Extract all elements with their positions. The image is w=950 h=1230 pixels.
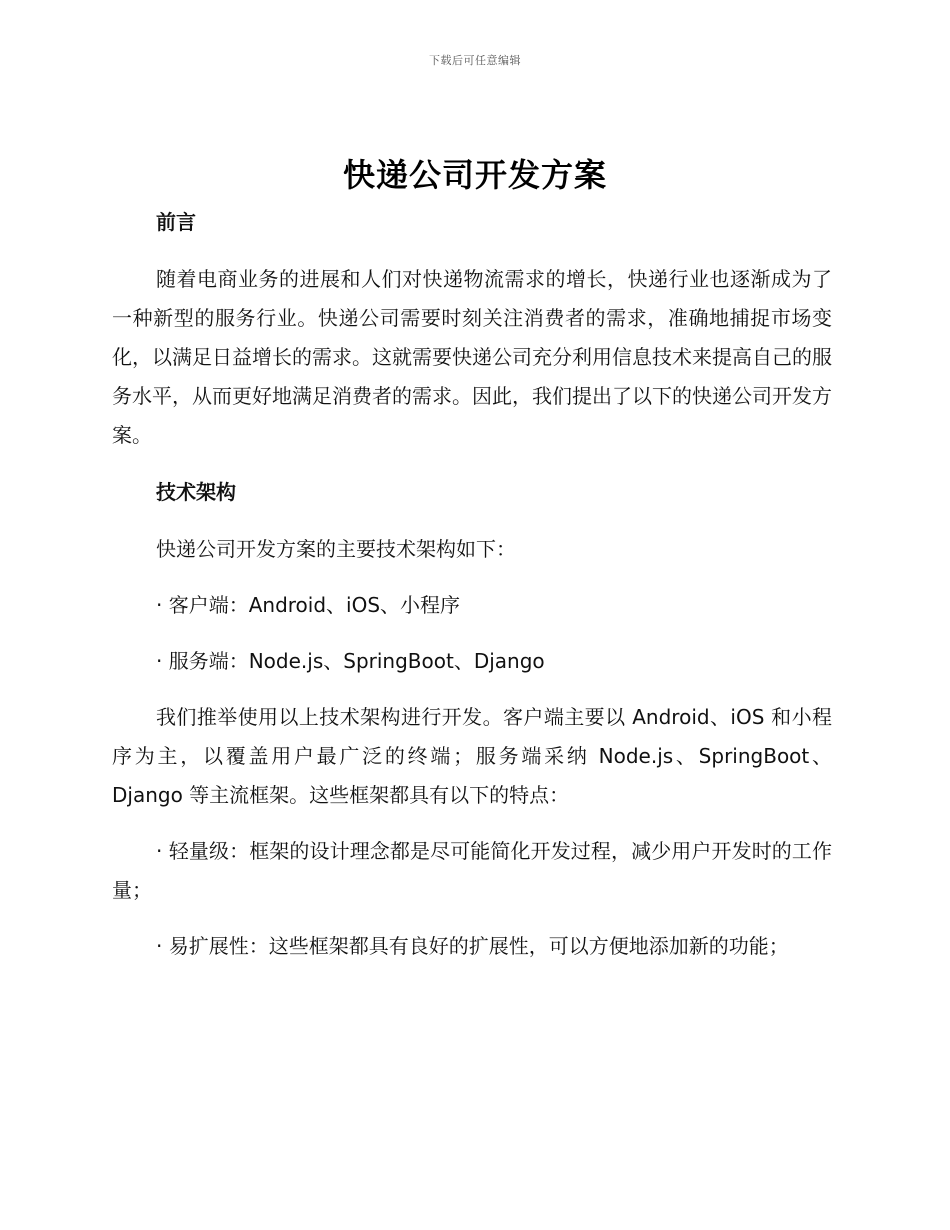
- paragraph-preface: 随着电商业务的进展和人们对快递物流需求的增长，快递行业也逐渐成为了一种新型的服务行业。快递公司需要时刻关注消费者的需求，准确地捕捉市场变化，以满足日益增长的需求。这就需要快递公司充分利用信息技术来提高自己的服务水平，从而更好地满足消费者的需求。因此，我们提出了以下的快递公司开发方案。: [112, 267, 832, 447]
- list-item-lightweight: · 轻量级：框架的设计理念都是尽可能简化开发过程，减少用户开发时的工作量；: [112, 839, 832, 902]
- list-item-server: · 服务端：Node.js、SpringBoot、Django: [156, 649, 545, 673]
- header-note: 下载后可任意编辑: [429, 54, 521, 67]
- list-item-client: · 客户端：Android、iOS、小程序: [156, 593, 461, 617]
- document-title: 快递公司开发方案: [342, 156, 607, 194]
- paragraph-recommendation: 我们推举使用以上技术架构进行开发。客户端主要以 Android、iOS 和小程序为主，以覆盖用户最广泛的终端；服务端采纳 Node.js、SpringBoot、Django 等主流框架。这些框架都具有以下的特点：: [112, 705, 832, 807]
- paragraph-architecture-intro: 快递公司开发方案的主要技术架构如下：: [156, 537, 516, 561]
- section-heading-architecture: 技术架构: [156, 480, 236, 504]
- list-item-extensibility: · 易扩展性：这些框架都具有良好的扩展性，可以方便地添加新的功能；: [156, 934, 789, 958]
- section-heading-preface: 前言: [156, 210, 196, 234]
- document-body: [112, 203, 832, 966]
